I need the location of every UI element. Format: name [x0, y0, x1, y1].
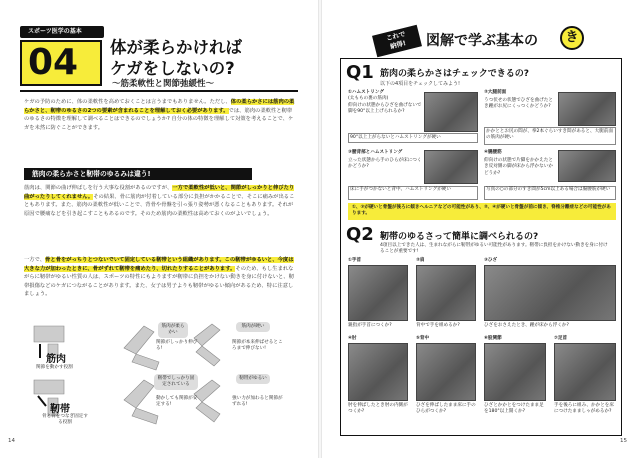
bubble-ligament-loose-desc: 強い力が加わると関節がずれる!	[232, 396, 283, 408]
bubble-ligament-tight-desc: 動かしても関節が安定する!	[156, 396, 198, 408]
bubble-muscle-soft: 筋肉が柔らかい	[158, 322, 188, 338]
q2-question: 靭帯のゆるさって簡単に調べられるの?	[380, 232, 539, 242]
bubble-ligament-tight: 靭帯でしっかり固定されている	[154, 374, 198, 390]
g3-desc: ひざをおさえたとき、踵が床から浮くか?	[484, 323, 569, 328]
g5-desc: ひざを伸ばしたまま床に手のひらがつくか?	[416, 403, 476, 415]
page-number-left: 14	[8, 438, 15, 444]
stamp-line2: 納得!	[389, 39, 407, 51]
bubble-ligament-loose: 靭帯がゆるい	[236, 374, 270, 384]
desc-muscle: 関節を動かす役割	[36, 365, 73, 370]
check4-heading: ④腸腰筋	[484, 150, 502, 155]
section-heading	[24, 168, 252, 180]
check3-note: 床に手がつかないと背中、ハムストリングが硬い	[350, 187, 451, 192]
muscle-text-highlight: 一方で柔軟性が低いと、関節がしっかりと伸びたり曲がったりしてくれません。	[24, 185, 295, 200]
g1-heading: ①手首	[348, 258, 362, 263]
g7-heading: ⑦足首	[554, 336, 568, 341]
page-title-line1: 体が柔らかければ	[110, 38, 242, 57]
g6-photo	[484, 343, 546, 401]
g7-desc: 手を後ろに組み、かかとを床につけたまましゃがめるか?	[554, 403, 614, 415]
knee-joint-f	[132, 408, 158, 424]
intro-text-c: では、筋肉の柔軟性と靭帯のゆるさの特徴を理解して調べることはできるのでしょうか? 自分の体の特徴を理解して対策を考えることで、ケガを未然に防ぐことができます。	[24, 107, 294, 131]
page-title-line2: ケガをしないの?	[110, 59, 235, 78]
muscle-text-a: 筋肉は、関節の曲げ伸ばしを行う大事な役割があるのですが、	[24, 185, 173, 191]
check2-desc: うつ伏せの状態でひざを曲げたとき踵がお尻にくっつくかどうか?	[484, 98, 553, 110]
desc-ligament: 骨と骨をつなぎ固定する役割	[42, 414, 88, 426]
check1-desc: 仰向けの状態からひざを曲げないで脚を90°以上上げられるか?	[348, 103, 422, 115]
bone-upper	[34, 326, 64, 342]
arrow-ligament	[38, 396, 46, 406]
ligament-text-highlight: 骨と骨をがっちりとつないでいて固定している靭帯という組織があります。この靭帯がゆるいと、今度は大きな力が加わったときに、骨がずれて靭帯を痛めたり、切れたりすることがあります。	[24, 257, 294, 272]
q2-number: Q2	[346, 224, 374, 245]
chapter-number: 04	[28, 42, 79, 83]
stamp-badge	[372, 25, 422, 57]
q1-note: ①、③が硬いと骨盤が後ろに傾きヘルニアなどの可能性があり、②、④が硬いと骨盤が前に傾き、脊椎分離症などの可能性があります。	[352, 205, 611, 217]
g2-photo	[416, 265, 476, 321]
bubble-muscle-soft-desc: 関節がしっかり伸びる!	[156, 340, 198, 352]
q1-number: Q1	[346, 62, 374, 83]
section-heading-text: 筋肉の柔らかさと靭帯のゆるみは違う!	[32, 170, 151, 178]
section-tag	[20, 26, 104, 38]
q1-subtext: 以下の4項目をチェックしてみよう!	[380, 81, 461, 87]
g3-photo	[484, 265, 616, 321]
check2-heading: ②大腿前面	[484, 90, 507, 95]
check1-sub: (太ももの裏の筋肉)	[348, 96, 389, 101]
check2-note: かかととお尻の間が、拳2本ぐらいすき間があると、大腿前面の筋肉が硬い	[486, 129, 613, 141]
section-tag-label: スポーツ医学の基本	[28, 28, 82, 35]
intro-text-a: ケガの予防のために、体の柔軟性を高めておくことは言うまでもありません。ただし、	[24, 99, 231, 105]
check4-note: 写真の○の部分のすき間が5cm以上ある場合は腸腰筋が硬い	[486, 187, 611, 192]
check3-desc: 立った状態から手のひらが床につくかどうか?	[348, 158, 422, 170]
right-page-title: 図解で学ぶ基本の	[426, 33, 538, 49]
knee-joint-a	[124, 326, 154, 354]
ligament-paragraph	[24, 256, 296, 299]
ligament-text-c: そのため、もし生まれながらに靭帯がゆるい性質の人は、スポーツの特性にもよりますが靭帯に負担をかけない動きを身に付けないと、靭帯損傷などのケガにつながることがあります。また、女子は男子よりも靭帯がゆるい傾向があるため、特に注意しましょう。	[24, 265, 294, 298]
muscle-paragraph	[24, 184, 296, 218]
bubble-muscle-hard-desc: 関節が本来伸ばせるところまで伸びない!	[232, 340, 283, 352]
check4-desc: 仰向けの状態で片脚をかかえたとき反対側の脚が床から浮かないかどうか?	[484, 158, 553, 176]
q2-subtext: 4項目以上できた人は、生まれながらに靭帯がゆるい可能性があります。靭帯に負担をかけない動きを身に付けることが重要です!	[380, 243, 608, 255]
g6-heading: ⑥股関節	[484, 336, 502, 341]
g5-photo	[416, 343, 476, 401]
g3-heading: ③ひざ	[484, 258, 498, 263]
check1-note: 90°以上上がらないとハムストリングが硬い	[350, 135, 441, 140]
page-subtitle: 〜筋柔軟性と関節弛緩性〜	[112, 79, 215, 89]
check2-photo	[558, 92, 616, 126]
g5-heading: ⑤背中	[416, 336, 430, 341]
muscle-text-c: その結果、骨に筋肉が付着している部分に負担がかかることで、そこに痛みが出ることもあります。また、筋肉の柔軟性が低いことで、背骨や骨盤を引っ張り姿勢が悪くなることもあります。それが原因で腰痛などを引き起こすこともあるのです。そのため筋肉の柔軟性は高めておくのがよいでしょう。	[24, 193, 295, 217]
bubble-muscle-hard: 筋肉が硬い	[236, 322, 270, 332]
g1-photo	[348, 265, 408, 321]
title-ki-circle	[560, 26, 584, 50]
label-ligament: 靭帯	[50, 404, 70, 415]
g4-desc: 肘を伸ばしたとき肘の内側がつくか?	[348, 403, 408, 415]
g2-desc: 背中で手を組めるか?	[416, 323, 460, 328]
left-page	[0, 0, 318, 458]
g6-desc: ひざとかかとをつけたまま足を180°以上開くか?	[484, 403, 544, 415]
check1-heading: ①ハムストリング	[348, 90, 384, 95]
label-muscle: 筋肉	[46, 354, 66, 365]
knee-joint-e	[124, 380, 154, 408]
g4-heading: ④肘	[348, 336, 357, 341]
check3-heading: ③腰背部とハムストリング	[348, 150, 403, 155]
ligament-text-a: 一方で、	[24, 257, 46, 263]
page-number-right: 15	[620, 438, 627, 444]
intro-paragraph	[24, 98, 296, 132]
title-rule	[20, 90, 298, 92]
g2-heading: ②肩	[416, 258, 425, 263]
stamp-line1: これで	[385, 29, 407, 43]
g7-photo	[554, 343, 616, 401]
q1-question: 筋肉の柔らかさはチェックできるの?	[380, 69, 529, 79]
title-ki-text: き	[565, 30, 579, 45]
intro-text-highlight: 体の柔らかさには筋肉の柔らかさと、靭帯のゆるさの2つの要素が含まれることを理解しておく必要があります。	[24, 99, 295, 114]
right-page	[322, 0, 640, 458]
check1-photo	[424, 92, 478, 132]
knee-joint-b	[132, 354, 159, 370]
check4-photo	[558, 150, 616, 182]
check3-photo	[424, 150, 478, 184]
g4-photo	[348, 343, 408, 401]
g1-desc: 親指が手首につくか?	[348, 323, 392, 328]
bone-upper-2	[34, 380, 64, 394]
